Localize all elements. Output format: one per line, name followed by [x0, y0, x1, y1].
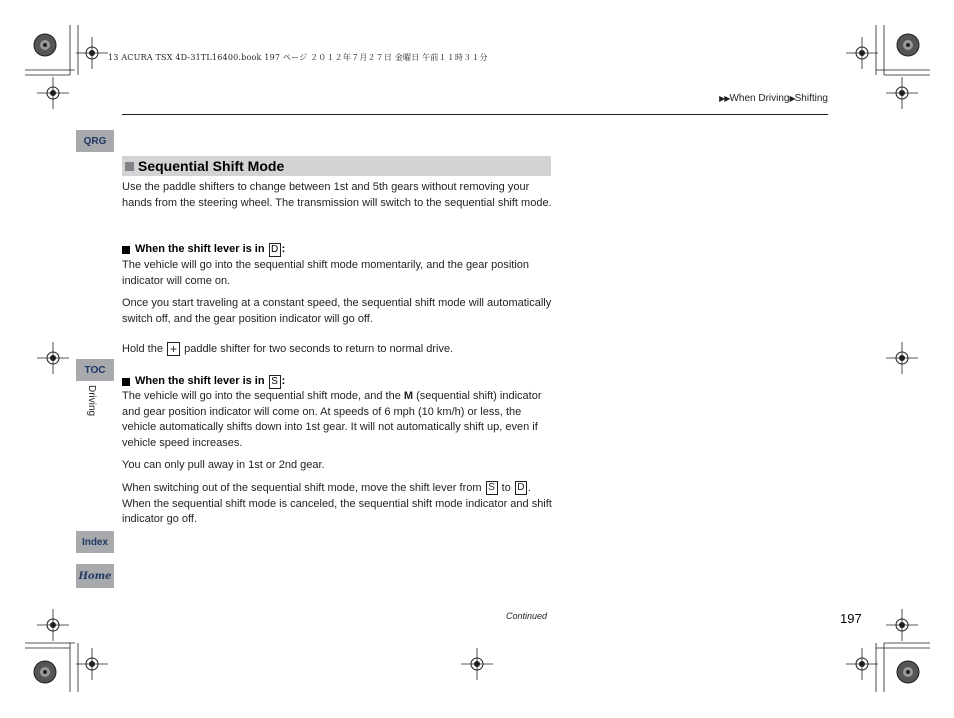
s-paragraph-1: The vehicle will go into the sequential shift mode, and the M (sequential shift) indicator and gear position indicator will come on. At speeds of 6 mph (10 km/h) or less, the vehicle automatically shifts down into 1st gear. It will not automatically shift up, even if vehicle speed increases. [122, 390, 542, 449]
d-paragraph-3: Hold the + paddle shifter for two seconds to return to normal drive. [122, 342, 454, 357]
star-target-bottom-left [34, 661, 56, 683]
star-target-bottom-right [897, 661, 919, 683]
nav-tab-index[interactable]: Index [76, 531, 114, 553]
d-paragraph-1: The vehicle will go into the sequential shift mode momentarily, and the gear position indicator will come on. [122, 259, 530, 287]
star-target-top-left [34, 34, 56, 56]
registration-mark [37, 609, 69, 641]
continued-label: Continued [506, 611, 548, 621]
registration-mark [37, 77, 69, 109]
section-heading-bar [122, 156, 551, 176]
nav-tab-home[interactable]: Home [76, 564, 114, 588]
bullet-square-icon [122, 378, 130, 386]
print-header: 13 ACURA TSX 4D-31TL16400.book 197 ページ ２０１２年７月２７日 金曜日 午前１１時３１分 [108, 53, 488, 62]
d-paragraph-2: Once you start traveling at a constant speed, the sequential shift mode will automatically switch off, and the gear position indicator will go off. [122, 297, 552, 325]
header-rule [122, 114, 828, 115]
key-s: S [486, 481, 498, 495]
registration-mark [886, 342, 918, 374]
breadcrumb-shifting[interactable]: Shifting [794, 93, 828, 104]
heading-square-icon [125, 162, 134, 171]
plus-paddle-key: + [167, 342, 180, 356]
registration-mark [461, 648, 493, 680]
m-indicator-label: M [403, 390, 414, 402]
breadcrumb [719, 93, 828, 104]
s-paragraph-2: You can only pull away in 1st or 2nd gear. [122, 459, 325, 471]
registration-mark [76, 37, 108, 69]
bullet-square-icon [122, 246, 130, 254]
registration-mark [846, 648, 878, 680]
registration-mark [76, 648, 108, 680]
subheading-s: When the shift lever is in S : [122, 374, 554, 390]
star-target-top-right [897, 34, 919, 56]
breadcrumb-separator-icon: ▶ [789, 94, 795, 103]
s-paragraph-3: When switching out of the sequential shift mode, move the shift lever from S to D . When the sequential shift mode is canceled, the sequential shift mode indicator and shift indicator go off. [122, 482, 552, 525]
page-number: 197 [840, 611, 862, 626]
section-title: Sequential Shift Mode [138, 158, 285, 174]
registration-mark [37, 342, 69, 374]
breadcrumb-arrow-icon: ▶▶ [719, 94, 730, 103]
registration-mark [886, 609, 918, 641]
nav-tab-toc[interactable]: TOC [76, 359, 114, 381]
chapter-label-driving: Driving [86, 385, 97, 417]
intro-paragraph: Use the paddle shifters to change between 1st and 5th gears without removing your hands from the steering wheel. The transmission will switch to the sequential shift mode. [122, 181, 552, 209]
key-d: D [515, 481, 527, 495]
registration-mark [846, 37, 878, 69]
subheading-d: When the shift lever is in D : [122, 242, 554, 258]
breadcrumb-when-driving[interactable]: When Driving [729, 93, 790, 104]
registration-mark [886, 77, 918, 109]
nav-tab-qrg[interactable]: QRG [76, 130, 114, 152]
key-d: D [269, 243, 281, 257]
key-s: S [269, 375, 281, 389]
